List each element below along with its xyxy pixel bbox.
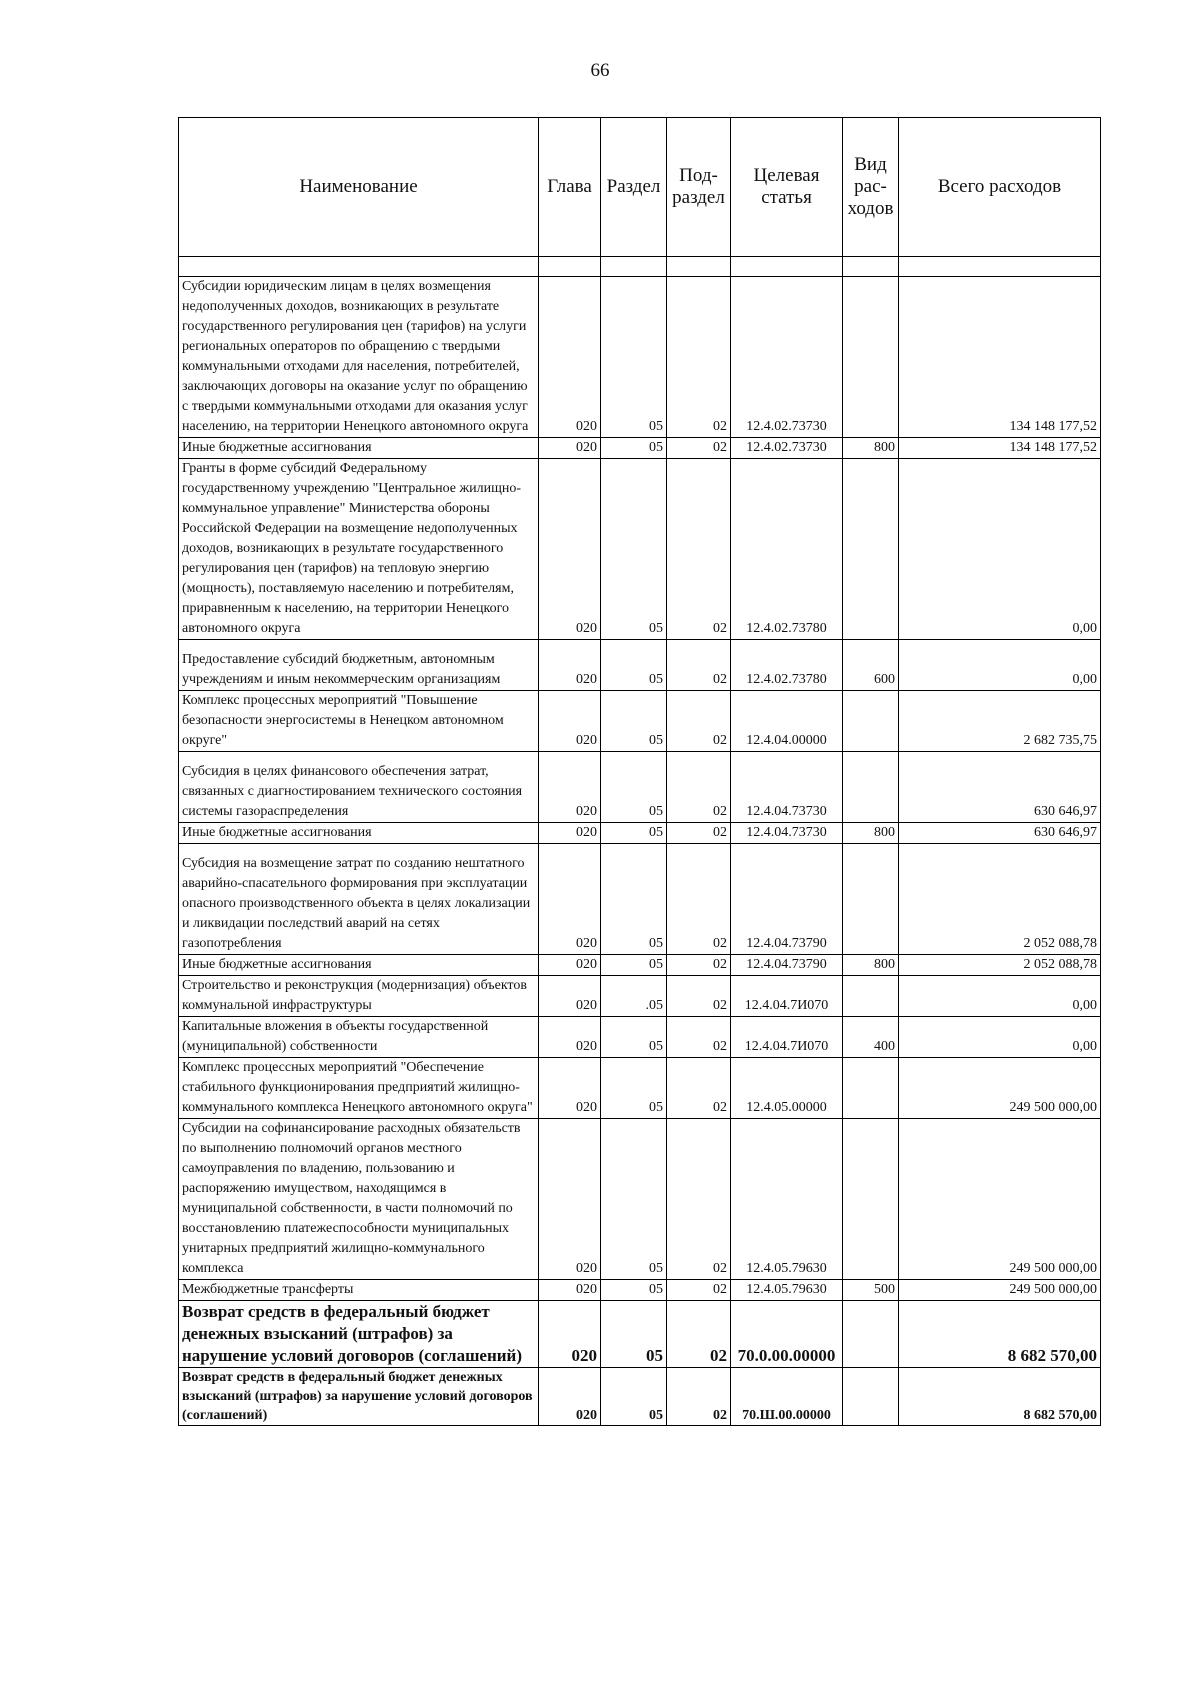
budget-table [178,117,1101,1426]
row-podrazdel: 02 [667,752,731,823]
row-name: Субсидия на возмещение затрат по созданию нештатного аварийно-спасательного формирования при эксплуатации опасного производственного объекта в целях локализации и ликвидации последствий аварий на сетях газопотребления [179,844,539,955]
row-podrazdel: 02 [667,1058,731,1119]
table-row-bold [179,1368,1101,1426]
row-vid: 800 [843,955,899,976]
row-vid [843,1301,899,1368]
row-podrazdel: 02 [667,691,731,752]
row-total: 630 646,97 [899,823,1101,844]
table-row [179,438,1101,459]
row-razdel: 05 [601,691,667,752]
table-row [179,1119,1101,1280]
table-row [179,976,1101,1017]
row-podrazdel: 02 [667,844,731,955]
row-celevaya: 12.4.02.73730 [731,438,843,459]
row-total: 0,00 [899,1017,1101,1058]
row-total: 249 500 000,00 [899,1280,1101,1301]
row-razdel: 05 [601,1017,667,1058]
header-podrazdel: Под-раздел [667,118,731,257]
row-total: 134 148 177,52 [899,277,1101,438]
row-vid: 800 [843,438,899,459]
row-name: Иные бюджетные ассигнования [179,438,539,459]
row-glava: 020 [539,823,601,844]
row-total: 0,00 [899,459,1101,640]
row-vid [843,1058,899,1119]
row-celevaya: 12.4.04.00000 [731,691,843,752]
row-vid: 600 [843,640,899,691]
row-name: Гранты в форме субсидий Федеральному государственному учреждению "Центральное жилищно-коммунальное управление" Министерства обороны Российской Федерации на возмещение недополученных доходов, возникающих в результате государственного регулирования цен (тарифов) на тепловую энергию (мощность), поставляемую населению и потребителям, приравненным к населению, на территории Ненецкого автономного округа [179,459,539,640]
row-glava: 020 [539,1119,601,1280]
header-celevaya: Целевая статья [731,118,843,257]
header-name: Наименование [179,118,539,257]
row-total: 0,00 [899,640,1101,691]
row-name: Иные бюджетные ассигнования [179,955,539,976]
row-razdel: 05 [601,823,667,844]
row-glava: 020 [539,752,601,823]
row-glava: 020 [539,1017,601,1058]
header-razdel: Раздел [601,118,667,257]
row-razdel: 05 [601,955,667,976]
row-podrazdel: 02 [667,976,731,1017]
row-total: 2 682 735,75 [899,691,1101,752]
row-podrazdel: 02 [667,823,731,844]
row-podrazdel: 02 [667,459,731,640]
row-podrazdel: 02 [667,1301,731,1368]
row-celevaya: 12.4.04.73730 [731,823,843,844]
row-glava: 020 [539,1280,601,1301]
row-celevaya: 12.4.02.73730 [731,277,843,438]
row-razdel: 05 [601,277,667,438]
row-name: Иные бюджетные ассигнования [179,823,539,844]
row-glava: 020 [539,277,601,438]
table-row [179,955,1101,976]
row-vid: 500 [843,1280,899,1301]
row-razdel: 05 [601,1119,667,1280]
row-name: Субсидии на софинансирование расходных обязательств по выполнению полномочий органов местного самоуправления по владению, пользованию и распоряжению имуществом, находящимся в муниципальной собственности, в части полномочий по восстановлению платежеспособности муниципальных унитарных предприятий жилищно-коммунального комплекса [179,1119,539,1280]
row-total: 249 500 000,00 [899,1119,1101,1280]
row-celevaya: 12.4.02.73780 [731,459,843,640]
row-total: 2 052 088,78 [899,844,1101,955]
row-celevaya: 12.4.05.00000 [731,1058,843,1119]
row-vid [843,691,899,752]
row-vid [843,844,899,955]
row-podrazdel: 02 [667,277,731,438]
row-podrazdel: 02 [667,1368,731,1426]
row-glava: 020 [539,640,601,691]
row-podrazdel: 02 [667,1017,731,1058]
row-name: Комплекс процессных мероприятий "Повышение безопасности энергосистемы в Ненецком автономном округе" [179,691,539,752]
row-razdel: 05 [601,1058,667,1119]
row-razdel: 05 [601,752,667,823]
row-vid [843,459,899,640]
row-celevaya: 12.4.05.79630 [731,1119,843,1280]
row-total: 134 148 177,52 [899,438,1101,459]
row-glava: 020 [539,844,601,955]
row-name: Капитальные вложения в объекты государственной (муниципальной) собственности [179,1017,539,1058]
row-name: Межбюджетные трансферты [179,1280,539,1301]
row-glava: 020 [539,459,601,640]
row-total: 630 646,97 [899,752,1101,823]
row-total: 249 500 000,00 [899,1058,1101,1119]
row-glava: 020 [539,1301,601,1368]
table-row [179,1058,1101,1119]
row-podrazdel: 02 [667,1119,731,1280]
row-podrazdel: 02 [667,438,731,459]
table-row [179,1017,1101,1058]
row-glava: 020 [539,955,601,976]
row-celevaya: 12.4.02.73780 [731,640,843,691]
row-vid: 400 [843,1017,899,1058]
table-row [179,844,1101,955]
table-row [179,459,1101,640]
row-razdel: 05 [601,1301,667,1368]
row-glava: 020 [539,976,601,1017]
row-razdel: 05 [601,640,667,691]
row-podrazdel: 02 [667,955,731,976]
row-total: 0,00 [899,976,1101,1017]
row-celevaya: 12.4.04.73730 [731,752,843,823]
row-name: Субсидия в целях финансового обеспечения затрат, связанных с диагностированием технического состояния системы газораспределения [179,752,539,823]
row-celevaya: 12.4.05.79630 [731,1280,843,1301]
row-total: 8 682 570,00 [899,1368,1101,1426]
row-celevaya: 12.4.04.7И070 [731,976,843,1017]
header-total: Всего расходов [899,118,1101,257]
row-glava: 020 [539,438,601,459]
row-razdel: 05 [601,844,667,955]
row-total: 8 682 570,00 [899,1301,1101,1368]
row-vid [843,277,899,438]
row-celevaya: 12.4.04.7И070 [731,1017,843,1058]
row-razdel: 05 [601,438,667,459]
table-row-bold [179,1301,1101,1368]
row-vid [843,1368,899,1426]
header-glava: Глава [539,118,601,257]
row-name: Комплекс процессных мероприятий "Обеспечение стабильного функционирования предприятий жилищно-коммунального комплекса Ненецкого автономного округа" [179,1058,539,1119]
row-glava: 020 [539,1368,601,1426]
row-celevaya: 12.4.04.73790 [731,955,843,976]
row-name: Возврат средств в федеральный бюджет денежных взысканий (штрафов) за нарушение условий договоров (соглашений) [179,1368,539,1426]
table-row [179,752,1101,823]
row-name: Возврат средств в федеральный бюджет денежных взысканий (штрафов) за нарушение условий договоров (соглашений) [179,1301,539,1368]
table-row [179,277,1101,438]
row-razdel: .05 [601,976,667,1017]
header-spacer-row [179,257,1101,277]
page-number: 66 [590,60,610,81]
row-podrazdel: 02 [667,640,731,691]
header-vid: Вид рас-ходов [843,118,899,257]
row-celevaya: 70.Ш.00.00000 [731,1368,843,1426]
row-name: Предоставление субсидий бюджетным, автономным учреждениям и иным некоммерческим организациям [179,640,539,691]
row-podrazdel: 02 [667,1280,731,1301]
row-total: 2 052 088,78 [899,955,1101,976]
row-razdel: 05 [601,459,667,640]
row-glava: 020 [539,1058,601,1119]
table-row [179,640,1101,691]
row-razdel: 05 [601,1280,667,1301]
row-celevaya: 12.4.04.73790 [731,844,843,955]
row-celevaya: 70.0.00.00000 [731,1301,843,1368]
header-row [179,118,1101,257]
table-row [179,1280,1101,1301]
row-name: Строительство и реконструкция (модернизация) объектов коммунальной инфраструктуры [179,976,539,1017]
row-razdel: 05 [601,1368,667,1426]
table-row [179,691,1101,752]
row-vid [843,1119,899,1280]
row-vid: 800 [843,823,899,844]
row-glava: 020 [539,691,601,752]
row-vid [843,976,899,1017]
row-name: Субсидии юридическим лицам в целях возмещения недополученных доходов, возникающих в результате государственного регулирования цен (тарифов) на услуги региональных операторов по обращению с твердыми коммунальными отходами для населения, потребителей, заключающих договоры на оказание услуг по обращению с твердыми коммунальными отходами для оказания услуг населению, на территории Ненецкого автономного округа [179,277,539,438]
table-row [179,823,1101,844]
row-vid [843,752,899,823]
